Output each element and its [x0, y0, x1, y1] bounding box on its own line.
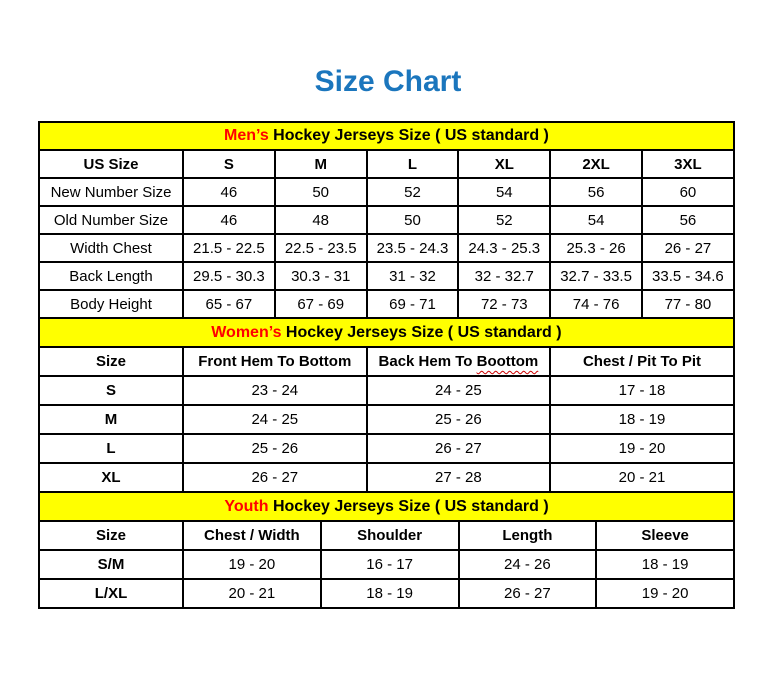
- size-cell: L: [39, 434, 183, 463]
- mens-table-title-row: [39, 122, 734, 150]
- value-cell: 69 - 71: [367, 290, 459, 318]
- womens-col-header-front-hem: Front Hem To Bottom: [183, 347, 367, 376]
- mens-table-title: [39, 122, 734, 150]
- value-cell: 18 - 19: [321, 579, 459, 608]
- value-cell: 26 - 27: [367, 434, 551, 463]
- value-cell: 54: [458, 178, 550, 206]
- value-cell: 24 - 26: [459, 550, 597, 579]
- value-cell: 26 - 27: [642, 234, 734, 262]
- youth-col-header-sleeve: Sleeve: [596, 521, 734, 550]
- value-cell: 18 - 19: [550, 405, 734, 434]
- value-cell: 19 - 20: [183, 550, 321, 579]
- value-cell: 25 - 26: [367, 405, 551, 434]
- value-cell: 67 - 69: [275, 290, 367, 318]
- value-cell: 31 - 32: [367, 262, 459, 290]
- page-title: Size Chart: [314, 65, 462, 98]
- youth-table-title-rest: Hockey Jerseys Size ( US standard ): [268, 497, 549, 515]
- value-cell: 29.5 - 30.3: [183, 262, 275, 290]
- size-cell: M: [39, 405, 183, 434]
- value-cell: 23.5 - 24.3: [367, 234, 459, 262]
- value-cell: 19 - 20: [596, 579, 734, 608]
- youth-row-sm: [39, 550, 734, 579]
- youth-col-header-chest-width: Chest / Width: [183, 521, 321, 550]
- value-cell: 22.5 - 23.5: [275, 234, 367, 262]
- mens-col-header-xl: XL: [458, 150, 550, 178]
- value-cell: 52: [458, 206, 550, 234]
- size-chart-tables: [38, 121, 733, 609]
- size-cell: S/M: [39, 550, 183, 579]
- mens-col-header-3xl: 3XL: [642, 150, 734, 178]
- value-cell: 16 - 17: [321, 550, 459, 579]
- mens-col-header-2xl: 2XL: [550, 150, 642, 178]
- value-cell: 52: [367, 178, 459, 206]
- row-label: Back Length: [39, 262, 183, 290]
- womens-row-l: [39, 434, 734, 463]
- value-cell: 48: [275, 206, 367, 234]
- mens-col-header-us-size: US Size: [39, 150, 183, 178]
- size-cell: XL: [39, 463, 183, 492]
- youth-col-header-size: Size: [39, 521, 183, 550]
- womens-size-table: [38, 317, 735, 493]
- value-cell: 32 - 32.7: [458, 262, 550, 290]
- mens-table-title-rest: Hockey Jerseys Size ( US standard ): [268, 127, 549, 144]
- value-cell: 24.3 - 25.3: [458, 234, 550, 262]
- mens-col-header-s: S: [183, 150, 275, 178]
- value-cell: 26 - 27: [459, 579, 597, 608]
- value-cell: 30.3 - 31: [275, 262, 367, 290]
- youth-col-header-length: Length: [459, 521, 597, 550]
- womens-header-row: [39, 347, 734, 376]
- mens-col-header-l: L: [367, 150, 459, 178]
- row-label: New Number Size: [39, 178, 183, 206]
- value-cell: 24 - 25: [367, 376, 551, 405]
- womens-table-title-row: [39, 318, 734, 347]
- value-cell: 33.5 - 34.6: [642, 262, 734, 290]
- back-hem-misspelled-word: Boottom: [476, 353, 539, 370]
- value-cell: 21.5 - 22.5: [183, 234, 275, 262]
- value-cell: 20 - 21: [550, 463, 734, 492]
- row-label: Old Number Size: [39, 206, 183, 234]
- value-cell: 25 - 26: [183, 434, 367, 463]
- value-cell: 54: [550, 206, 642, 234]
- mens-row-body-height: [39, 290, 734, 318]
- value-cell: 74 - 76: [550, 290, 642, 318]
- youth-header-row: [39, 521, 734, 550]
- mens-table-title-highlight: Men’s: [223, 127, 269, 144]
- value-cell: 50: [275, 178, 367, 206]
- mens-header-row: [39, 150, 734, 178]
- value-cell: 23 - 24: [183, 376, 367, 405]
- womens-table-title-rest: Hockey Jerseys Size ( US standard ): [281, 323, 562, 341]
- value-cell: 56: [550, 178, 642, 206]
- value-cell: 27 - 28: [367, 463, 551, 492]
- size-cell: L/XL: [39, 579, 183, 608]
- back-hem-label-prefix: Back Hem To: [378, 353, 477, 370]
- mens-row-new-number-size: [39, 178, 734, 206]
- mens-size-table: [38, 121, 735, 319]
- mens-row-width-chest: [39, 234, 734, 262]
- value-cell: 26 - 27: [183, 463, 367, 492]
- value-cell: 56: [642, 206, 734, 234]
- mens-row-old-number-size: [39, 206, 734, 234]
- womens-table-title-highlight: Women’s: [211, 323, 282, 341]
- youth-table-title-row: [39, 492, 734, 521]
- womens-row-m: [39, 405, 734, 434]
- value-cell: 17 - 18: [550, 376, 734, 405]
- value-cell: 25.3 - 26: [550, 234, 642, 262]
- value-cell: 19 - 20: [550, 434, 734, 463]
- youth-table-title-highlight: Youth: [224, 497, 269, 515]
- youth-col-header-shoulder: Shoulder: [321, 521, 459, 550]
- womens-col-header-chest: Chest / Pit To Pit: [550, 347, 734, 376]
- value-cell: 72 - 73: [458, 290, 550, 318]
- value-cell: 20 - 21: [183, 579, 321, 608]
- row-label: Width Chest: [39, 234, 183, 262]
- size-cell: S: [39, 376, 183, 405]
- womens-row-xl: [39, 463, 734, 492]
- womens-row-s: [39, 376, 734, 405]
- womens-col-header-size: Size: [39, 347, 183, 376]
- womens-table-title: [39, 318, 734, 347]
- value-cell: 77 - 80: [642, 290, 734, 318]
- value-cell: 46: [183, 178, 275, 206]
- youth-size-table: [38, 491, 735, 609]
- value-cell: 46: [183, 206, 275, 234]
- womens-col-header-back-hem: [367, 347, 551, 376]
- row-label: Body Height: [39, 290, 183, 318]
- youth-table-title: [39, 492, 734, 521]
- value-cell: 32.7 - 33.5: [550, 262, 642, 290]
- mens-col-header-m: M: [275, 150, 367, 178]
- value-cell: 50: [367, 206, 459, 234]
- value-cell: 60: [642, 178, 734, 206]
- value-cell: 24 - 25: [183, 405, 367, 434]
- value-cell: 65 - 67: [183, 290, 275, 318]
- youth-row-lxl: [39, 579, 734, 608]
- mens-row-back-length: [39, 262, 734, 290]
- value-cell: 18 - 19: [596, 550, 734, 579]
